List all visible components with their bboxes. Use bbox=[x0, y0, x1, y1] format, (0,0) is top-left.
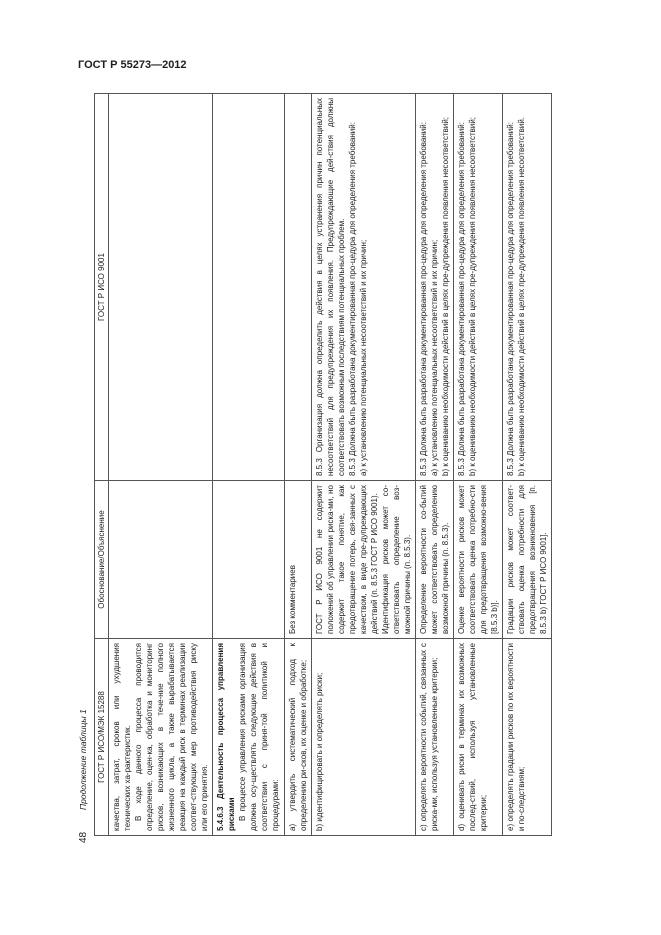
table-row bbox=[453, 94, 502, 836]
table-cell bbox=[109, 639, 213, 836]
table-cell bbox=[284, 481, 311, 639]
cell-text: Идентификация рисков может со-ответствовать определение воз-можной причины (п. 8.5.3). bbox=[380, 485, 412, 634]
table-cell bbox=[284, 639, 311, 836]
table-row bbox=[503, 94, 552, 836]
document-title: ГОСТ Р 55273—2012 bbox=[78, 59, 187, 71]
cell-text: Определение вероятности со-бытий может соответствовать определению возможной причины (п. 8.5.3). bbox=[418, 485, 450, 634]
cell-text: 8.5.3 Должна быть разработана документированная про-цедура для определения требований: bbox=[506, 122, 516, 476]
cell-text: 8.5.3 Организация должна определить действия в целях устранения причин потенциальных несоответствий для предупреждения их появления. Предупреждающие дей-ствия должны соответствовать возможным последствиям потенциальных проблем. bbox=[314, 98, 346, 476]
table-cell bbox=[453, 639, 502, 836]
table-row bbox=[284, 94, 311, 836]
cell-text: Оценке вероятности рисков может соответствовать оценка потребно-сти для предотвращения возможно-вения [8.5.3 b)]. bbox=[456, 485, 500, 634]
table-cell bbox=[415, 639, 453, 836]
table-cell bbox=[109, 481, 213, 639]
column-header: ГОСТ Р ИСО 9001 bbox=[95, 94, 109, 481]
cell-text: 8.5.3 Должна быть разработана документированная про-цедура для определения требований: bbox=[347, 122, 357, 476]
table-cell bbox=[311, 481, 415, 639]
cell-text: ГОСТ Р ИСО 9001 не содержит положений об управлении риска-ми, но содержит такое понятие, как предотвращение потерь, свя-занных с качеством, в виде пре-дупреждающих действий (п. 8.5.3 ГОСТ Р ИСО 9001). bbox=[314, 485, 379, 634]
cell-text: b) идентифицировать и определять риски; bbox=[314, 672, 324, 831]
rotated-table-wrapper bbox=[94, 94, 616, 836]
table-cell bbox=[109, 94, 213, 481]
comparison-table bbox=[94, 93, 552, 836]
table-header-row bbox=[95, 94, 109, 836]
column-header: ГОСТ Р ИСО/МЭК 15288 bbox=[95, 639, 109, 836]
cell-text: 8.5.3 Должна быть разработана документированная про-цедура для определения требований: bbox=[418, 122, 428, 476]
table-cell bbox=[503, 94, 552, 481]
cell-text: d) оценивать риски в терминах их возможных послед-ствий, используя установленные критерии; bbox=[456, 643, 488, 831]
cell-text: b) к оцениванию необходимости действий в целях пре-дупреждения появления несоответствий. bbox=[517, 116, 527, 476]
table-cell bbox=[284, 94, 311, 481]
cell-text: e) определять градации рисков по их вероятности и по-следствиям; bbox=[506, 643, 527, 831]
cell-text: В ходе данного процесса проводится определение, оцен-ка, обработка и мониторинг рисков, возникающих в тече-ние полного жизненного цикла, а также вырабатывается реакция на каждый риск в терминах реализации соответ-ствующих мер противодействия риску или его принятия. bbox=[134, 643, 210, 831]
cell-text: b) к оцениванию необходимости действий в целях пре-дупреждения появления несоответствий; bbox=[440, 116, 450, 476]
table-cell bbox=[503, 639, 552, 836]
table-cell bbox=[415, 481, 453, 639]
table-cell bbox=[415, 94, 453, 481]
section-heading: 5.4.6.3 Деятельность процесса управления рисками bbox=[216, 643, 237, 831]
table-row bbox=[213, 94, 284, 836]
cell-text: В процессе управления рисками организация должна осу-ществлять следующие действия в соответствии с приня-той политикой и процедурами: bbox=[238, 643, 281, 831]
table-cell bbox=[453, 94, 502, 481]
cell-text: a) утвердить систематический подход к определению ри-сков, их оценке и обработке; bbox=[287, 643, 308, 831]
table-cell bbox=[213, 481, 284, 639]
column-header: Обоснование/Объяснение bbox=[95, 481, 109, 639]
table-row bbox=[415, 94, 453, 836]
table-cell bbox=[311, 639, 415, 836]
table-cell bbox=[311, 94, 415, 481]
page-number: 48 bbox=[78, 831, 89, 843]
cell-text: 8.5.3 Должна быть разработана документированная про-цедура для определения требований: bbox=[456, 122, 466, 476]
table-cell bbox=[453, 481, 502, 639]
cell-text: c) определять вероятности событий, связанных с риска-ми, используя установленные критерии; bbox=[418, 643, 439, 831]
cell-text: a) к установлению потенциальных несоответствий и их причин; bbox=[358, 239, 368, 476]
cell-text: a) к установлению потенциальных несоответствий и их причин; bbox=[429, 239, 439, 476]
cell-text: b) к оцениванию необходимости действий в целях пре-дупреждения появления несоответствий; bbox=[467, 116, 477, 476]
cell-text: Градации рисков может соответ-ствовать оценка потребности для предотвращения возникновения [п. 8.5.3 b) ГОСТ Р ИСО 9001]. bbox=[506, 485, 549, 634]
cell-text: качества, затрат, сроков или ухудшения технических ха-рактеристик. bbox=[112, 643, 133, 831]
table-row bbox=[109, 94, 213, 836]
table-cell bbox=[503, 481, 552, 639]
cell-text: Без комментариев bbox=[287, 565, 297, 634]
table-cell bbox=[213, 94, 284, 481]
table-row bbox=[311, 94, 415, 836]
table-caption: Продолжение таблицы 1 bbox=[78, 709, 88, 810]
table-cell bbox=[213, 639, 284, 836]
